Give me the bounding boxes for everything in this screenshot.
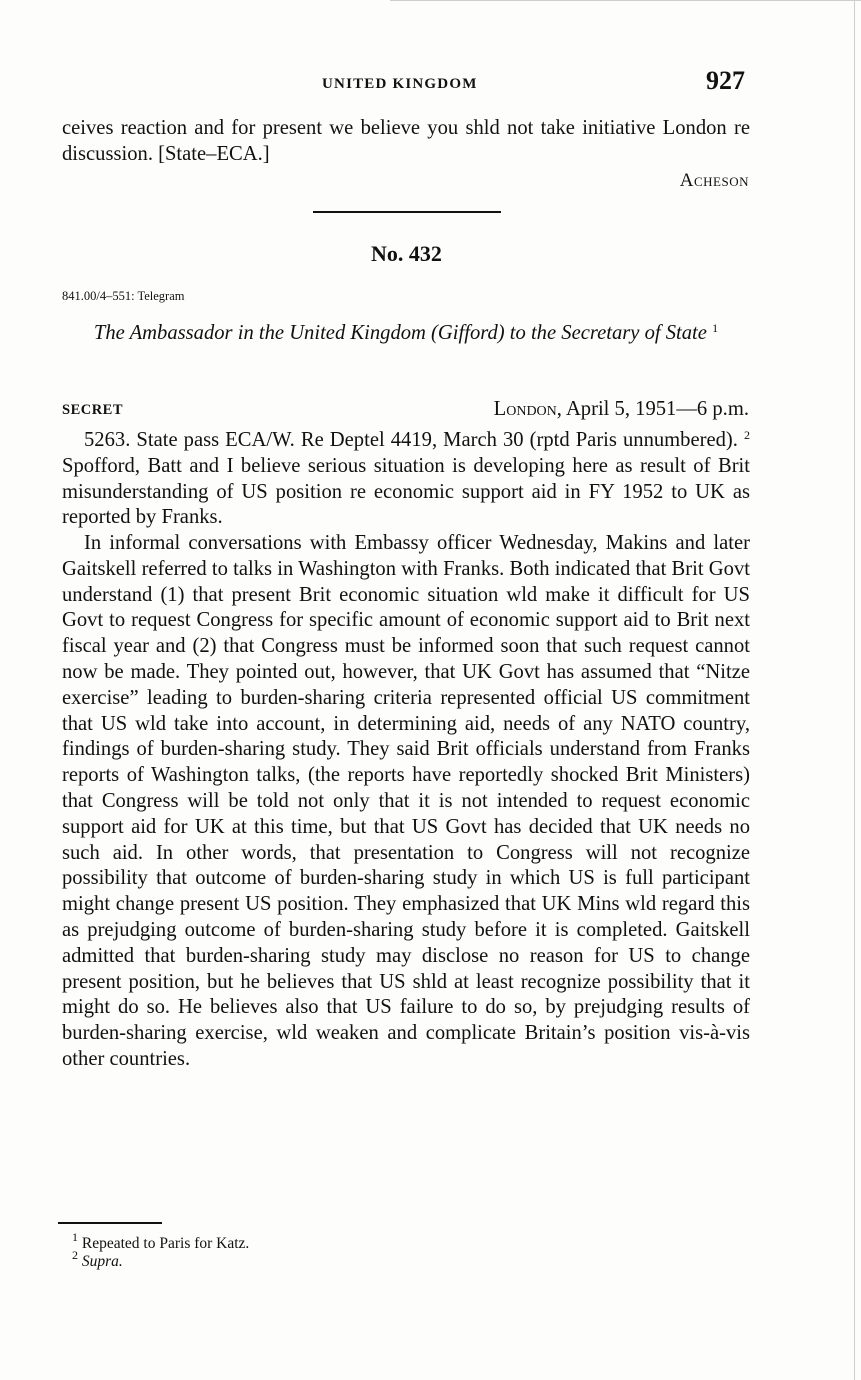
document-number: No. 432 bbox=[371, 241, 442, 266]
footnote-text: Repeated to Paris for Katz. bbox=[81, 1235, 250, 1252]
footnote-divider bbox=[58, 1222, 162, 1224]
body-paragraph-1 bbox=[62, 428, 750, 531]
page-edge-right bbox=[854, 0, 855, 1380]
page-number: 927 bbox=[706, 66, 745, 95]
date: April 5, 1951—6 p.m. bbox=[565, 398, 749, 420]
footnote-ref-2: 2 bbox=[744, 428, 751, 442]
footnote-1 bbox=[72, 1230, 250, 1253]
footnote-ref-1: 1 bbox=[712, 321, 719, 335]
document-heading bbox=[62, 320, 750, 347]
para1-text-a: 5263. State pass ECA/W. Re Deptel 4419, March 30 (rptd Paris unnumbered). bbox=[84, 429, 738, 451]
signature: Acheson bbox=[679, 170, 749, 191]
footnote-text: Supra. bbox=[81, 1253, 123, 1270]
section-divider bbox=[313, 211, 501, 213]
page-edge-top bbox=[390, 0, 861, 1]
classification: SECRET bbox=[62, 402, 124, 418]
footnote-2 bbox=[72, 1248, 123, 1271]
para1-text-b: Spofford, Batt and I believe serious situation is developing here as result of Brit misunderstanding of US position re economic support aid in FY 1952 to UK as reported by Franks. bbox=[62, 454, 750, 529]
previous-document-closing-text: ceives reaction and for present we believe you shld not take initiative London re discussion. [State–ECA.] bbox=[62, 117, 750, 165]
document-heading-text: The Ambassador in the United Kingdom (Gifford) to the Secretary of State bbox=[93, 322, 707, 344]
footnote-marker: 2 bbox=[72, 1248, 78, 1262]
footnote-marker: 1 bbox=[72, 1230, 78, 1244]
body-paragraph-2: In informal conversations with Embassy officer Wednesday, Makins and later Gaitskell referred to talks in Washington with Franks. Both indicated that Brit Govt understand (1) that present Brit economic situation wld make it difficult for US Govt to request Congress for specific amount of economic support aid to Brit next fiscal year and (2) that Congress must be informed soon that such request cannot now be made. They pointed out, however, that UK Govt has assumed that “Nitze exercise” leading to burden-sharing criteria represented official US commitment that US wld take into account, in determining aid, needs of any NATO country, findings of burden-sharing study. They said Brit officials understand from Franks reports of Washington talks, (the reports have reportedly shocked Brit Ministers) that Congress will be told not only that it is not intended to request economic support aid for UK at this time, but that US Govt has decided that UK needs no such aid. In other words, that presentation to Congress will not recognize possibility that outcome of burden-sharing study in which US is full participant might change present US position. They emphasized that UK Mins wld regard this as prejudging outcome of burden-sharing study before it is completed. Gaitskell admitted that burden-sharing study may disclose no reason for US to change present position, but he believes that US shld at least recognize possibility that it might do so. He believes also that US failure to do so, by prejudging results of burden-sharing exercise, wld weaken and complicate Britain’s position vis-à-vis other countries. bbox=[62, 532, 750, 1070]
place: London, bbox=[493, 398, 562, 420]
file-reference: 841.00/4–551: Telegram bbox=[62, 289, 185, 303]
place-date bbox=[494, 398, 749, 421]
running-head: UNITED KINGDOM bbox=[322, 76, 478, 92]
